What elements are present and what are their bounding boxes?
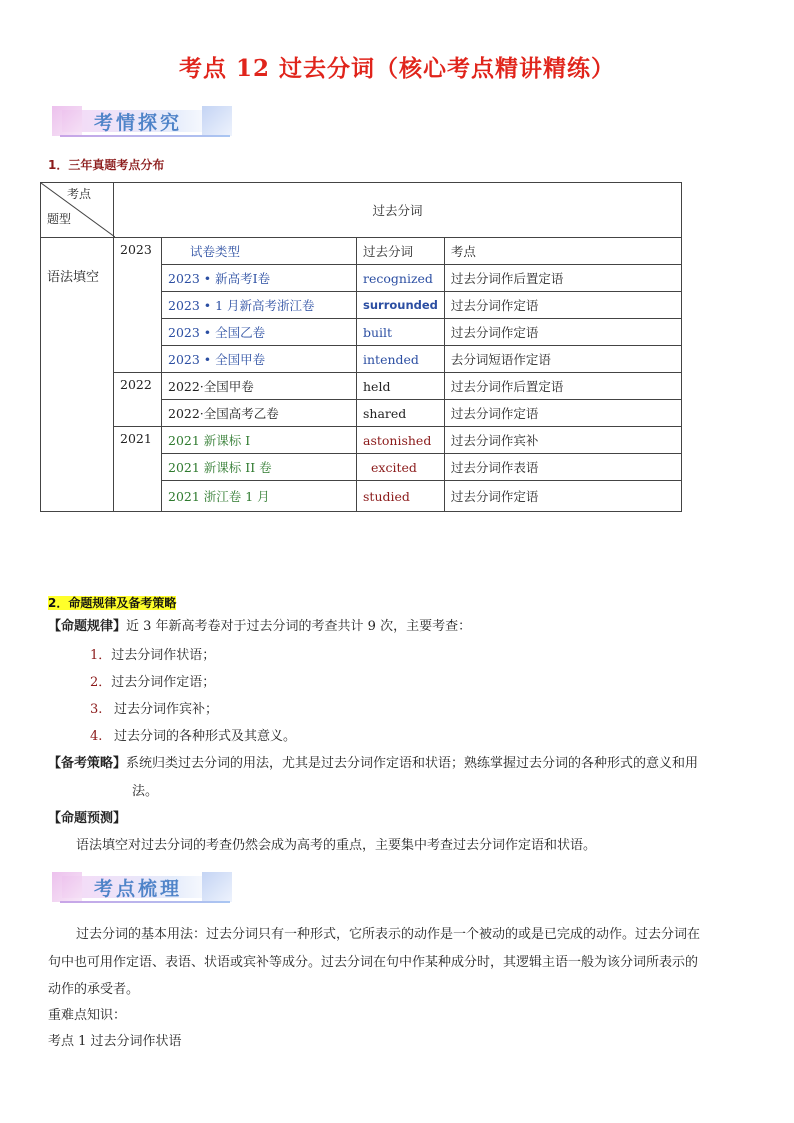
paper-cell: 2021 新课标 II 卷 — [162, 454, 357, 481]
section-heading-distribution: 1．三年真题考点分布 — [48, 158, 165, 172]
word-cell: intended — [357, 346, 445, 373]
item-text: 过去分词的各种形式及其意义。 — [114, 729, 297, 744]
table-header: 过去分词 — [114, 183, 682, 238]
paper-cell: 2023 • 全国乙卷 — [162, 319, 357, 346]
point-cell: 去分词短语作定语 — [444, 346, 681, 373]
rule-text: 近 3 年新高考卷对于过去分词的考查共计 9 次，主要考查： — [126, 619, 472, 634]
category-cell: 语法填空 — [41, 238, 114, 512]
list-item — [90, 643, 215, 669]
point-cell: 过去分词作表语 — [444, 454, 681, 481]
point-cell: 过去分词作定语 — [444, 400, 681, 427]
section-heading-text: 2．命题规律及备考策略 — [48, 596, 177, 610]
year-cell: 2022 — [114, 373, 162, 427]
table-corner-cell — [41, 183, 114, 238]
word-cell: recognized — [357, 265, 445, 292]
body-text-line: 动作的承受者。 — [48, 982, 140, 997]
item-text: 过去分词作状语； — [111, 648, 216, 663]
list-item — [90, 697, 218, 723]
strategy-text: 系统归类过去分词的用法，尤其是过去分词作定语和状语；熟练掌握过去分词的各种形式的意义和用 — [126, 756, 699, 771]
paper-cell: 2021 浙江卷 1 月 — [162, 481, 357, 512]
point-cell: 过去分词作宾补 — [444, 427, 681, 454]
strategy-paragraph — [48, 751, 698, 777]
section-banner-exam-analysis — [52, 106, 234, 138]
year-cell: 2023 — [114, 238, 162, 373]
word-cell: excited — [357, 454, 445, 481]
paper-cell: 2023 • 1 月新高考浙江卷 — [162, 292, 357, 319]
corner-bottom-label: 题型 — [47, 212, 72, 226]
word-cell: held — [357, 373, 445, 400]
section-banner-key-points — [52, 872, 234, 904]
banner-title: 考点梳理 — [94, 878, 183, 900]
item-number: 2． — [90, 675, 112, 690]
predict-label: 【命题预测】 — [48, 811, 127, 826]
item-number: 4. — [90, 729, 103, 744]
table-row — [41, 373, 682, 400]
year-cell: 2021 — [114, 427, 162, 512]
point-cell: 过去分词作定语 — [444, 319, 681, 346]
item-number: 3. — [90, 702, 103, 717]
exam-distribution-table — [40, 182, 682, 512]
word-cell: studied — [357, 481, 445, 512]
key-knowledge-label: 重难点知识： — [48, 1008, 127, 1023]
point-cell: 过去分词作定语 — [444, 481, 681, 512]
word-cell: built — [357, 319, 445, 346]
predict-text: 语法填空对过去分词的考查仍然会成为高考的重点，主要集中考查过去分词作定语和状语。 — [76, 838, 597, 853]
col-header-word: 过去分词 — [357, 238, 445, 265]
point-heading: 考点 1 过去分词作状语 — [48, 1034, 182, 1049]
strategy-continuation: 法。 — [132, 784, 159, 799]
body-text-line: 过去分词的基本用法：过去分词只有一种形式，它所表示的动作是一个被动的或是已完成的动作。过去分词在 — [76, 927, 701, 942]
point-cell: 过去分词作后置定语 — [444, 265, 681, 292]
paper-cell: 2022·全国甲卷 — [162, 373, 357, 400]
rule-paragraph — [48, 614, 471, 640]
list-item — [90, 670, 215, 696]
rule-label: 【命题规律】 — [48, 619, 127, 634]
strategy-label: 【备考策略】 — [48, 756, 127, 771]
item-text: 过去分词作宾补； — [114, 702, 219, 717]
point-cell: 过去分词作后置定语 — [444, 373, 681, 400]
point-cell: 过去分词作定语 — [444, 292, 681, 319]
banner-title: 考情探究 — [94, 112, 183, 134]
list-item — [90, 724, 296, 750]
paper-cell: 2022·全国高考乙卷 — [162, 400, 357, 427]
table-row — [41, 427, 682, 454]
item-text: 过去分词作定语； — [111, 675, 216, 690]
body-text-line: 句中也可用作定语、表语、状语或宾补等成分。过去分词在句中作某种成分时，其逻辑主语一般为该分词所表示的 — [48, 955, 699, 970]
col-header-point: 考点 — [444, 238, 681, 265]
item-number: 1． — [90, 648, 112, 663]
section-heading-strategy — [48, 594, 176, 611]
col-header-paper: 试卷类型 — [162, 238, 357, 265]
word-cell: shared — [357, 400, 445, 427]
paper-cell: 2023 • 新高考Ⅰ卷 — [162, 265, 357, 292]
word-cell: astonished — [357, 427, 445, 454]
paper-cell: 2023 • 全国甲卷 — [162, 346, 357, 373]
paper-cell: 2021 新课标 I — [162, 427, 357, 454]
corner-top-label: 考点 — [66, 187, 91, 201]
page-title: 考点 12 过去分词（核心考点精讲精练） — [178, 55, 616, 82]
word-cell: surrounded — [357, 292, 445, 319]
